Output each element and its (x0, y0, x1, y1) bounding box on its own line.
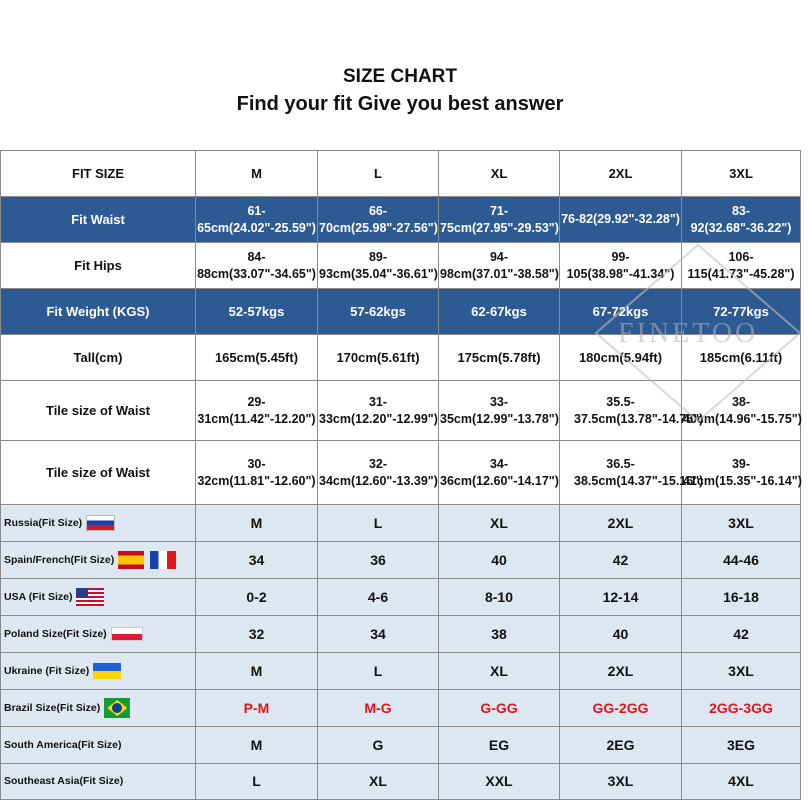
table-cell: 72-77kgs (682, 289, 801, 335)
row-label: Southeast Asia(Fit Size) (1, 764, 196, 800)
table-cell: 165cm(5.45ft) (196, 335, 318, 381)
country-label: Russia(Fit Size) (4, 516, 83, 529)
table-cell: 16-18 (682, 579, 801, 616)
table-cell: 62-67kgs (439, 289, 560, 335)
table-cell: 57-62kgs (318, 289, 439, 335)
size-header-3xl: 3XL (682, 151, 801, 197)
table-cell: 4XL (682, 764, 801, 800)
spain-france-row (1, 542, 801, 579)
row-label: South America(Fit Size) (1, 727, 196, 764)
brazil-flag-icon (104, 698, 130, 718)
table-cell: XL (439, 505, 560, 542)
table-cell: 2XL (560, 653, 682, 690)
table-cell: 44-46 (682, 542, 801, 579)
russia-row (1, 505, 801, 542)
row-label (1, 653, 196, 690)
size-header-xl: XL (439, 151, 560, 197)
table-cell: 12-14 (560, 579, 682, 616)
row-label: Fit Weight (KGS) (1, 289, 196, 335)
table-cell: L (318, 653, 439, 690)
table-cell: 61-65cm(24.02"-25.59") (196, 197, 318, 243)
tall-row (1, 335, 801, 381)
row-label (1, 579, 196, 616)
size-chart-table (0, 150, 801, 800)
poland-row (1, 616, 801, 653)
table-cell: 83-92(32.68"-36.22") (682, 197, 801, 243)
table-cell: L (318, 505, 439, 542)
southeast-asia-row (1, 764, 801, 800)
ukraine-row (1, 653, 801, 690)
country-label: Poland Size(Fit Size) (4, 627, 107, 640)
table-cell: G-GG (439, 690, 560, 727)
table-cell: 31-33cm(12.20"-12.99") (318, 381, 439, 441)
table-cell: 76-82(29.92"-32.28") (560, 197, 682, 243)
table-cell: GG-2GG (560, 690, 682, 727)
table-cell: 84-88cm(33.07"-34.65") (196, 243, 318, 289)
country-label: Brazil Size(Fit Size) (4, 701, 101, 714)
country-label: USA (Fit Size) (4, 590, 73, 603)
table-cell: 33-35cm(12.99"-13.78") (439, 381, 560, 441)
table-cell: 39-41cm(15.35"-16.14") (682, 441, 801, 505)
table-cell: 34 (318, 616, 439, 653)
row-label: Tall(cm) (1, 335, 196, 381)
table-cell: 36.5-38.5cm(14.37"-15.16") (560, 441, 682, 505)
table-cell: 32 (196, 616, 318, 653)
row-label: Tile size of Waist (1, 441, 196, 505)
row-label (1, 616, 196, 653)
table-cell: XL (318, 764, 439, 800)
size-header-l: L (318, 151, 439, 197)
table-cell: 3XL (682, 653, 801, 690)
table-cell: 42 (682, 616, 801, 653)
table-cell: 67-72kgs (560, 289, 682, 335)
table-cell: 106-115(41.73"-45.28") (682, 243, 801, 289)
table-cell: 52-57kgs (196, 289, 318, 335)
tile-waist-row-1 (1, 381, 801, 441)
fit-waist-row (1, 197, 801, 243)
fit-hips-row (1, 243, 801, 289)
table-cell: 0-2 (196, 579, 318, 616)
table-cell: M-G (318, 690, 439, 727)
table-cell: M (196, 727, 318, 764)
table-cell: 38 (439, 616, 560, 653)
russia-flag-icon (86, 515, 115, 531)
table-cell: 99-105(38.98"-41.34") (560, 243, 682, 289)
table-cell: 34-36cm(12.60"-14.17") (439, 441, 560, 505)
table-cell: 71-75cm(27.95"-29.53") (439, 197, 560, 243)
table-cell: 2EG (560, 727, 682, 764)
brazil-row (1, 690, 801, 727)
country-label: Ukraine (Fit Size) (4, 664, 90, 677)
table-cell: 40 (439, 542, 560, 579)
table-cell: 40 (560, 616, 682, 653)
usa-flag-icon (76, 588, 104, 606)
fit-weight-row (1, 289, 801, 335)
table-cell: 66-70cm(25.98"-27.56") (318, 197, 439, 243)
table-cell: 2GG-3GG (682, 690, 801, 727)
page-title: SIZE CHART (343, 66, 457, 87)
table-cell: 29-31cm(11.42"-12.20") (196, 381, 318, 441)
table-cell: EG (439, 727, 560, 764)
table-cell: 185cm(6.11ft) (682, 335, 801, 381)
table-cell: 175cm(5.78ft) (439, 335, 560, 381)
table-cell: 170cm(5.61ft) (318, 335, 439, 381)
table-cell: 3EG (682, 727, 801, 764)
table-cell: XL (439, 653, 560, 690)
table-cell: 8-10 (439, 579, 560, 616)
table-cell: G (318, 727, 439, 764)
table-cell: M (196, 653, 318, 690)
size-header-2xl: 2XL (560, 151, 682, 197)
table-cell: 94-98cm(37.01"-38.58") (439, 243, 560, 289)
title-block (0, 64, 800, 118)
table-cell: M (196, 505, 318, 542)
table-cell: 4-6 (318, 579, 439, 616)
spain-flag-icon (118, 551, 144, 569)
table-cell: 38-40cm(14.96"-15.75") (682, 381, 801, 441)
table-cell: 3XL (682, 505, 801, 542)
tile-waist-row-2 (1, 441, 801, 505)
table-cell: L (196, 764, 318, 800)
table-cell: 32-34cm(12.60"-13.39") (318, 441, 439, 505)
table-cell: XXL (439, 764, 560, 800)
row-label: Fit Waist (1, 197, 196, 243)
usa-row (1, 579, 801, 616)
table-cell: 34 (196, 542, 318, 579)
table-cell: P-M (196, 690, 318, 727)
table-cell: 36 (318, 542, 439, 579)
south-america-row (1, 727, 801, 764)
size-header-m: M (196, 151, 318, 197)
country-label: Spain/French(Fit Size) (4, 553, 115, 566)
header-row (1, 151, 801, 197)
table-cell: 2XL (560, 505, 682, 542)
row-label (1, 690, 196, 727)
table-cell: 3XL (560, 764, 682, 800)
header-label: FIT SIZE (1, 151, 196, 197)
row-label (1, 505, 196, 542)
row-label: Tile size of Waist (1, 381, 196, 441)
table-cell: 30-32cm(11.81"-12.60") (196, 441, 318, 505)
row-label: Fit Hips (1, 243, 196, 289)
watermark-text: FINETOO (618, 318, 759, 349)
table-cell: 42 (560, 542, 682, 579)
table-cell: 35.5-37.5cm(13.78"-14.76") (560, 381, 682, 441)
page-subtitle: Find your fit Give you best answer (236, 93, 564, 115)
ukraine-flag-icon (93, 663, 121, 679)
row-label (1, 542, 196, 579)
table-cell: 89-93cm(35.04"-36.61") (318, 243, 439, 289)
poland-flag-icon (111, 627, 143, 641)
france-flag-icon (150, 551, 176, 569)
table-cell: 180cm(5.94ft) (560, 335, 682, 381)
